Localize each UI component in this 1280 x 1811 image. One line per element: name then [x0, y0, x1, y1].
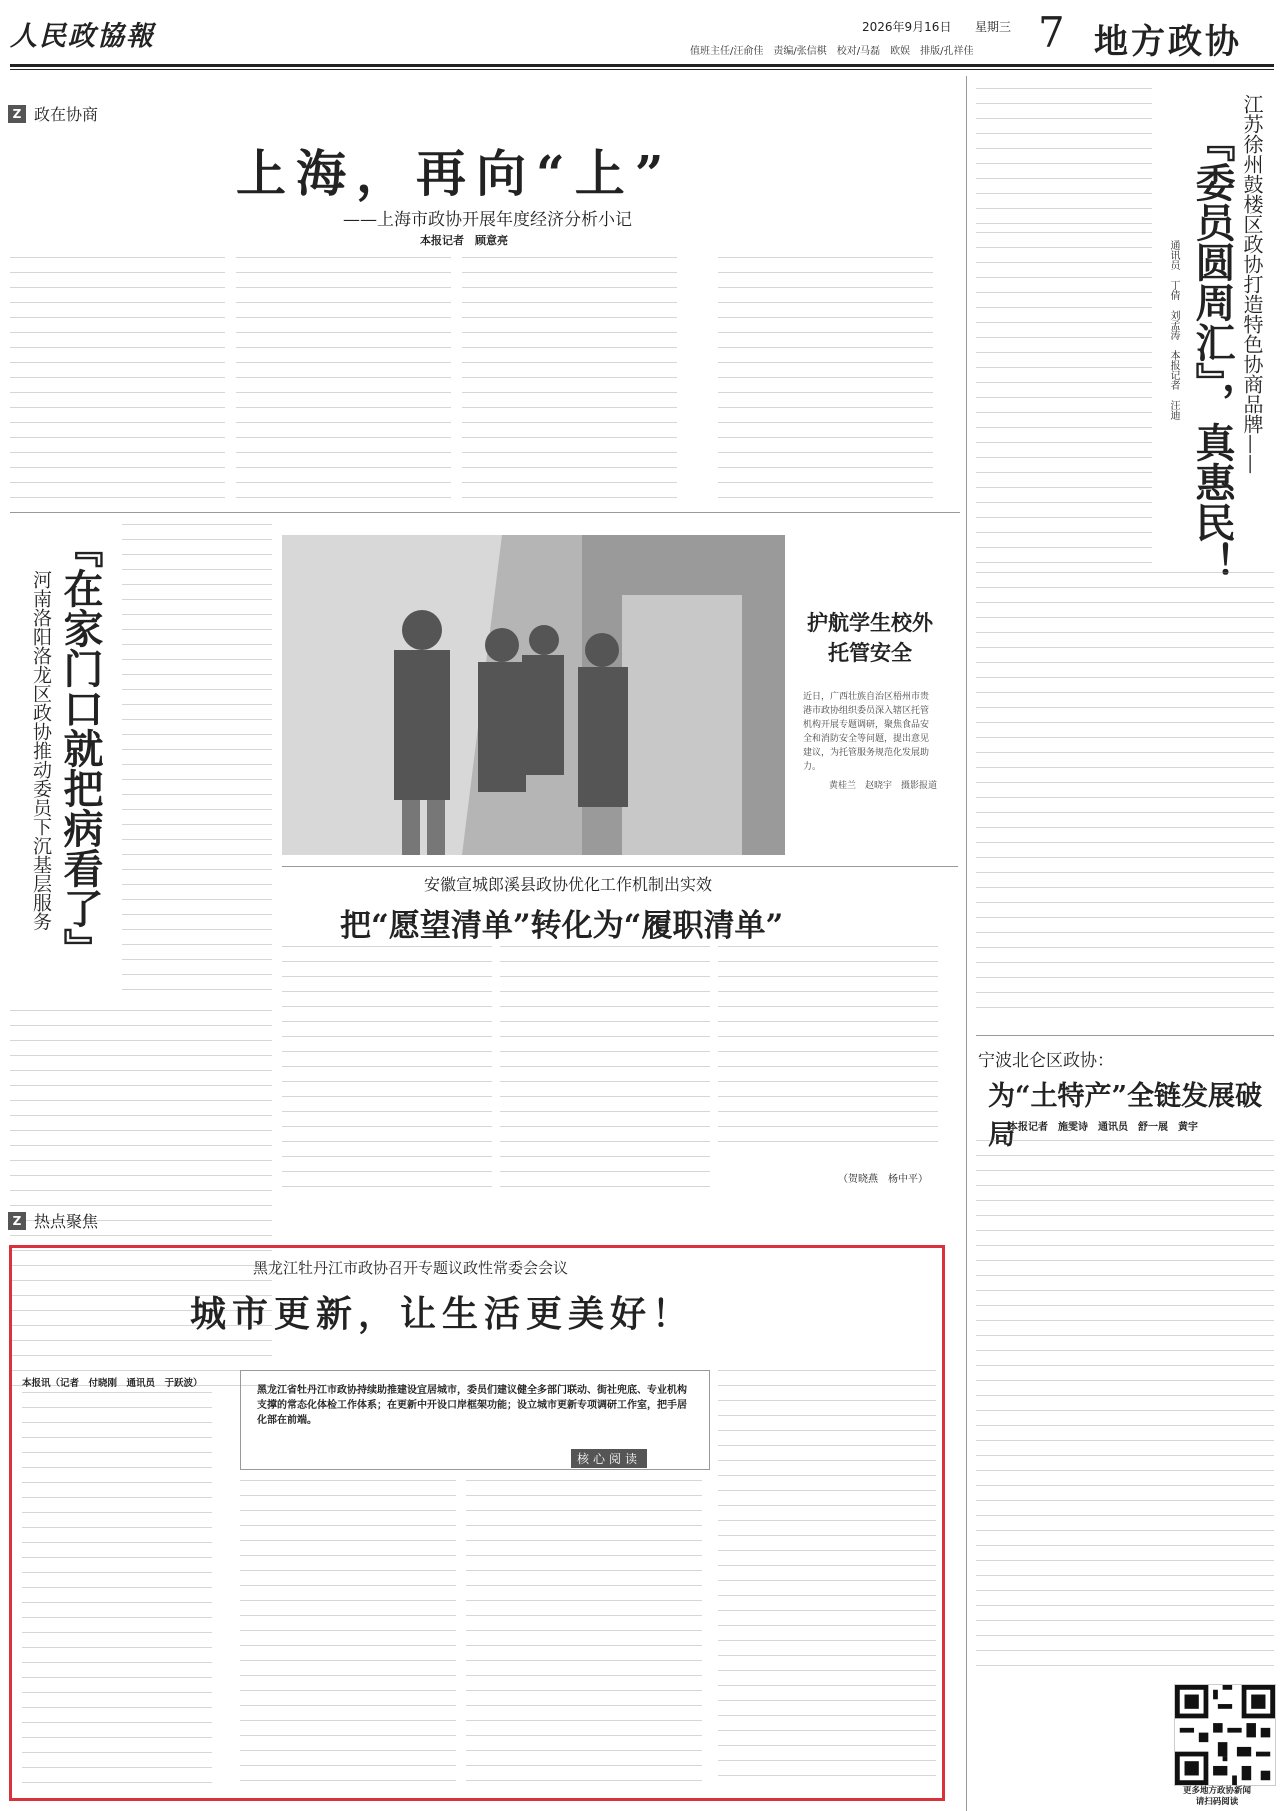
photo-caption-box: [785, 600, 955, 855]
xuancheng-body-col-2: [500, 946, 710, 1192]
xuancheng-body-col-3: [718, 946, 938, 1146]
issue-date: 2026年9月16日: [862, 20, 952, 34]
ningbo-headline: 为“土特产”全链发展破局: [988, 1081, 1263, 1151]
xuancheng-body-col-1: [282, 946, 492, 1192]
section-tag-redian: [8, 1209, 98, 1232]
shanghai-body-col-4: [718, 257, 933, 500]
mudanjiang-body-col-1: [22, 1392, 212, 1790]
photo-credit: 黄桂兰 赵晓宇 摄影报道: [828, 781, 937, 791]
masthead-rule-thin: [10, 69, 1274, 70]
shanghai-body-col-3: [462, 257, 677, 500]
xuzhou-body-mid: [976, 232, 1152, 570]
ningbo-byline: 本报记者 施雯诗 通讯员 舒一展 黄宇: [1008, 1122, 1198, 1133]
shanghai-body-col-1: [10, 257, 225, 500]
mudanjiang-kicker: 黑龙江牡丹江市政协召开专题议政性常委会会议: [253, 1259, 569, 1277]
staff-line: 值班主任/汪俞佳 责编/张信棋 校对/马磊 欧娱 排版/孔祥佳: [690, 46, 974, 57]
mudanjiang-body-col-3: [466, 1480, 702, 1790]
xuzhou-byline: 通讯员 丁倩 刘孟涛 本报记者 汪迪: [1168, 240, 1179, 420]
xuancheng-author: （贺晓燕 杨中平）: [838, 1174, 928, 1185]
photo-caption-body: 近日，广西壮族自治区梧州市贵港市政协组织委员深入辖区托管机构开展专题调研，聚焦食品安全和消防安全等问题，提出意见建议，为托管服务规范化发展助力。: [803, 692, 930, 772]
separator-2: [282, 866, 958, 867]
masthead-rule: [10, 64, 1274, 67]
qr-code-icon: [1175, 1685, 1275, 1785]
qr-caption: 更多地方政协新闻 请扫码阅读: [1182, 1786, 1251, 1807]
photo-scene-illustration: [282, 535, 785, 855]
section-name: 地方政协: [1094, 22, 1242, 62]
xuzhou-kicker: 江苏徐州鼓楼区政协打造特色协商品牌——: [1240, 94, 1264, 474]
shanghai-byline: 本报记者 顾意亮: [420, 234, 508, 247]
ningbo-kicker: 宁波北仑区政协：: [978, 1051, 1114, 1071]
newspaper-logo: 人民政協報: [10, 21, 155, 52]
shanghai-title: 上海，再向“上”: [236, 144, 674, 203]
core-reading-box: [240, 1370, 710, 1470]
luolong-kicker: 河南洛阳洛龙区政协推动委员下沉基层服务: [30, 570, 52, 931]
column-divider: [966, 76, 967, 1811]
core-reading-label: 核心阅读: [571, 1449, 647, 1468]
section-tag-zaixie: [8, 102, 98, 125]
section-tag-label: 热点聚焦: [34, 1212, 99, 1231]
shanghai-body-col-2: [236, 257, 451, 500]
page-number: 7: [1038, 8, 1065, 57]
section-tag-label: 政在协商: [34, 105, 99, 124]
xuzhou-body-top: [976, 88, 1152, 228]
photo-caption-title: 护航学生校外托管安全: [807, 610, 933, 665]
news-photo: [282, 535, 785, 855]
ningbo-body: [976, 1140, 1274, 1680]
xuzhou-body-wide: [976, 572, 1274, 1022]
mudanjiang-byline: 本报讯（记者 付晓刚 通讯员 于跃波）: [22, 1378, 203, 1389]
mudanjiang-body-col-4: [718, 1370, 936, 1790]
separator-3: [976, 1035, 1274, 1036]
luolong-headline: 『在家门口就把病看了』: [57, 528, 104, 968]
issue-weekday: 星期三: [975, 20, 1012, 34]
qr-code[interactable]: [1174, 1684, 1276, 1786]
section-z-icon: Z: [8, 105, 26, 123]
mudanjiang-headline: 城市更新，让生活更美好！: [190, 1293, 695, 1335]
mudanjiang-body-col-2: [240, 1480, 456, 1790]
luolong-body-narrow: [122, 524, 272, 1004]
section-z-icon: Z: [8, 1212, 26, 1230]
xuancheng-headline: 把“愿望清单”转化为“履职清单”: [340, 908, 784, 944]
xuzhou-headline: 『委员圆周汇』，真惠民！: [1189, 122, 1236, 582]
xuancheng-kicker: 安徽宣城郎溪县政协优化工作机制出实效: [424, 875, 713, 894]
core-reading-text: 黑龙江省牡丹江市政协持续助推建设宜居城市，委员们建议健全多部门联动、街社兜底、专业机构支撑的常态化体检工作体系；在更新中开设口岸框架功能；设立城市更新专项调研工作室，把手居化部在前端。: [257, 1385, 687, 1426]
shanghai-subtitle: ——上海市政协开展年度经济分析小记: [343, 210, 632, 230]
separator: [10, 512, 960, 513]
